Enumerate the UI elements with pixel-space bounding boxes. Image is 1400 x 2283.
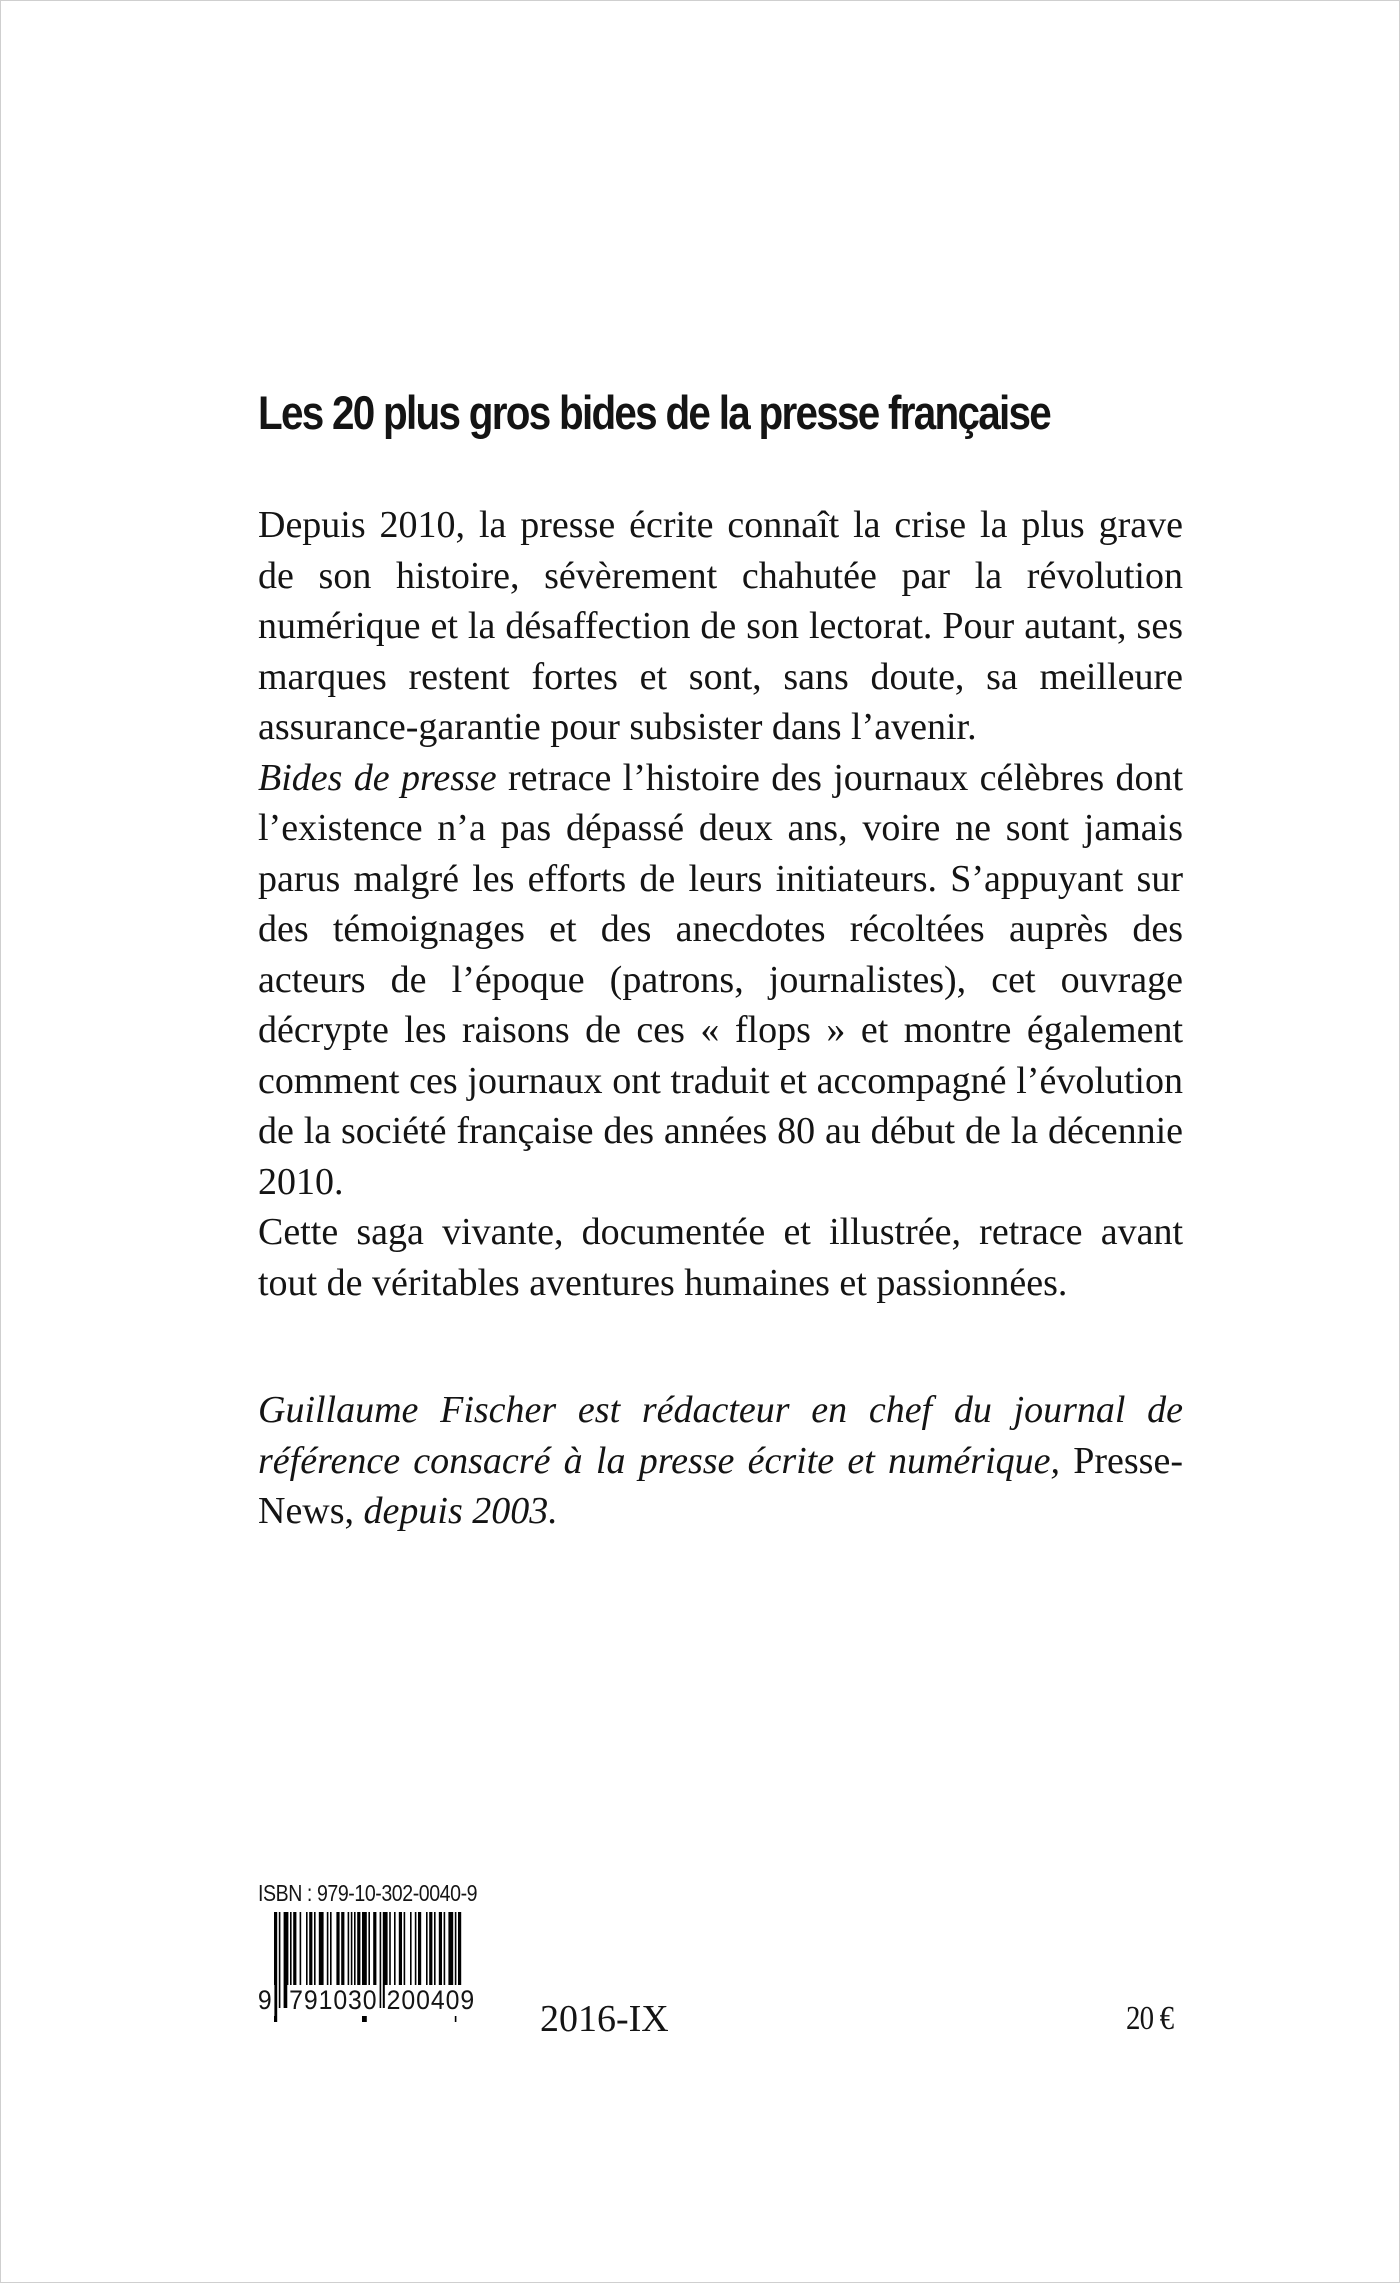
blurb-paragraph-3: Cette saga vivante, documentée et illustrée, retrace avant tout de véritables aventures humaines et passionnées.: [258, 1211, 1183, 1304]
isbn-label: ISBN : 979-10-302-0040-9: [258, 1880, 478, 1906]
blurb: [258, 500, 1183, 1308]
barcode-bar: [380, 1912, 382, 2008]
author-note-part1: Guillaume Fischer est rédacteur en chef du journal de référence consacré à la presse écrite et numérique,: [258, 1389, 1183, 1482]
barcode-digits-right: 200409: [386, 1985, 476, 2015]
blurb-paragraph-2: [258, 753, 1183, 1208]
author-note: [258, 1385, 1183, 1537]
book-title: Les 20 plus gros bides de la presse française: [258, 386, 1051, 439]
barcode-digit-first: 9: [257, 1985, 273, 2015]
blurb-paragraph-1: Depuis 2010, la presse écrite connaît la crise la plus grave de son histoire, sévèrement chahutée par la révolution numérique et la désaffection de son lectorat. Pour autant, ses marques restent fortes et sont, sans doute, sa meilleure assurance-garantie pour subsister dans l’avenir.: [258, 504, 1183, 748]
price: 20 €: [1126, 2000, 1174, 2037]
barcode-bar: [279, 1912, 281, 2008]
collection-code: 2016-IX: [540, 1998, 669, 2040]
author-note-part3: depuis 2003.: [354, 1490, 558, 1532]
author-note-publication: Presse-News,: [258, 1439, 1183, 1532]
barcode-digits-left: 791030: [289, 1985, 378, 2015]
barcode-bar: [274, 1912, 277, 2022]
blurb-paragraph-2-text: retrace l’histoire des journaux célèbres dont l’existence n’a pas dépassé deux ans, voire ne sont jamais parus malgré les efforts de leurs initiateurs. S’appuyant sur des témoignages et des anecdotes récoltées auprès des acteurs de l’époque (patrons, journalistes), cet ouvrage décrypte les raisons de ces « flops » et montre également comment ces journaux ont traduit et accompagné l’évolution de la société française des années 80 au début de la décennie 2010.: [258, 756, 1184, 1203]
book-short-title: Bides de presse: [258, 756, 497, 799]
